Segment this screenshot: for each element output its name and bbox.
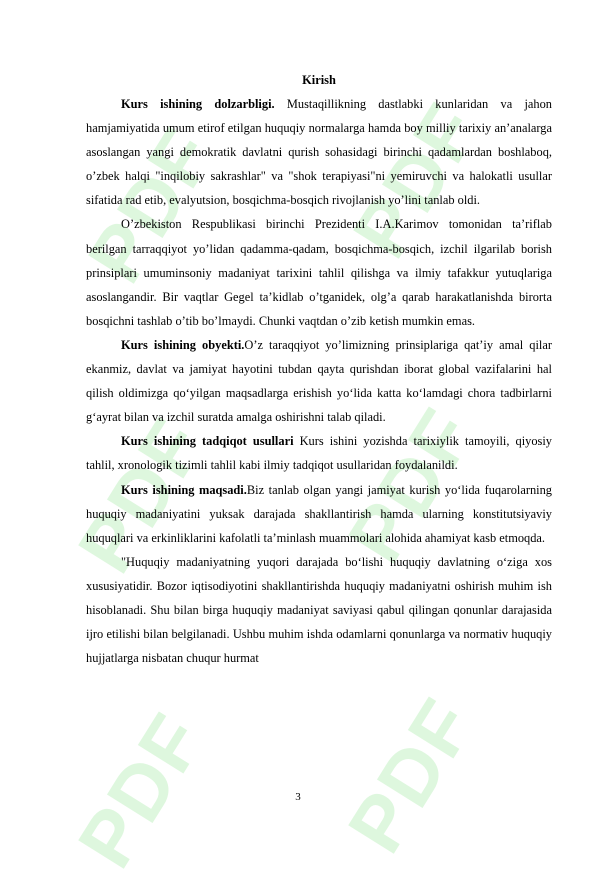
page-title: Kirish (302, 73, 336, 87)
paragraph-text: O’z taraqqiyot yo’limizning prinsiplariga qat’iy amal qilar ekanmiz, davlat va jamiyat hayotini tubdan qayta qurishdan iborat global vazifalarini hal qilish oldimizga qo‘yilgan maqsadlarga erishish yo‘lida katta ko‘lamdagi chora tadbirlarni g‘ayrat bilan va izchil suratda amalga oshirishni talab qiladi. (86, 337, 552, 425)
paragraph (86, 212, 552, 332)
paragraph-lead: Kurs ishining obyekti. (121, 337, 245, 352)
paragraph-text: O’zbekiston Respublikasi birinchi Prezidenti I.A.Karimov tomonidan ta’riflab berilgan tarraqqiyot yo’lidan qadamma-qadam, bosqichma-bosqich, izchil ilgarilab borish prinsiplari umuminsoniy madaniyat tarixini tahlil qilishga va ilmiy tafakkur yutuqlariga asoslangandir. Bir vaqtlar Gegel ta’kidlab o’tganidek, olg’a qarab harakatlanishda birorta bosqichni tashlab o’tib bo’lmaydi. Chunki vaqtdan o’zib ketish mumkin emas. (86, 217, 552, 328)
page-number: 3 (295, 791, 301, 803)
paragraph (86, 92, 552, 212)
paragraph (86, 478, 552, 550)
document-body (86, 68, 552, 670)
pdf-watermark (330, 683, 493, 869)
paragraph-lead: Kurs ishining maqsadi. (121, 482, 247, 497)
paragraph-text: "Huquqiy madaniyatning yuqori darajada bo‘lishi huquqiy davlatning o‘ziga xos xususiyatidir. Bozor iqtisodiyotini shakllantirishda huquqiy madaniyatni oshirish muhim ish hisoblanadi. Shu bilan birga huquqiy madaniyat saviyasi qabul qilingan qonunlar darajasida ijro etilishi bilan belgilanadi. Ushbu muhim ishda odamlarni qonunlarga va normativ huquqiy hujjatlarga nisbatan chuqur hurmat (86, 554, 552, 666)
paragraph (86, 333, 552, 429)
paragraph-lead: Kurs ishining tadqiqot usullari (121, 434, 294, 449)
paragraph-text: Biz tanlab olgan yangi jamiyat kurish yo‘lida fuqarolarning huquqiy madaniyatini yuksak darajada shakllantirish hamda ularning konstitutsiyaviy huquqlari va erkinliklarini kafolatli ta’minlash muammolari alohida ahamiyat kasb etmoqda. (86, 482, 553, 545)
paragraph-text: Kurs ishini yozishda tarixiylik tamoyili, qiyosiy tahlil, xronologik tizimli tahlil kabi ilmiy tadqiqot usullaridan foydalanildi. (86, 434, 553, 473)
paragraph-lead: Kurs ishining dolzarbligi. (121, 97, 275, 111)
paragraph (86, 550, 552, 670)
paragraph-text: Mustaqillikning dastlabki kunlaridan va jahon hamjamiyatida umum etirof etilgan huquqiy normalarga hamda boy milliy tarixiy an’analarga asoslangan yangi demokratik davlatni qurish sohasidagi birinchi qadamlardan boshlaboq, o’zbek halqi "inqilobiy sakrashlar" va "shok terapiyasi"ni yemiruvchi va halokatli usullar sifatida rad etib, evalyutsion, bosqichma-bosqich rivojlanish yo’lini tanlab oldi. (86, 97, 552, 208)
paragraph (86, 429, 552, 477)
